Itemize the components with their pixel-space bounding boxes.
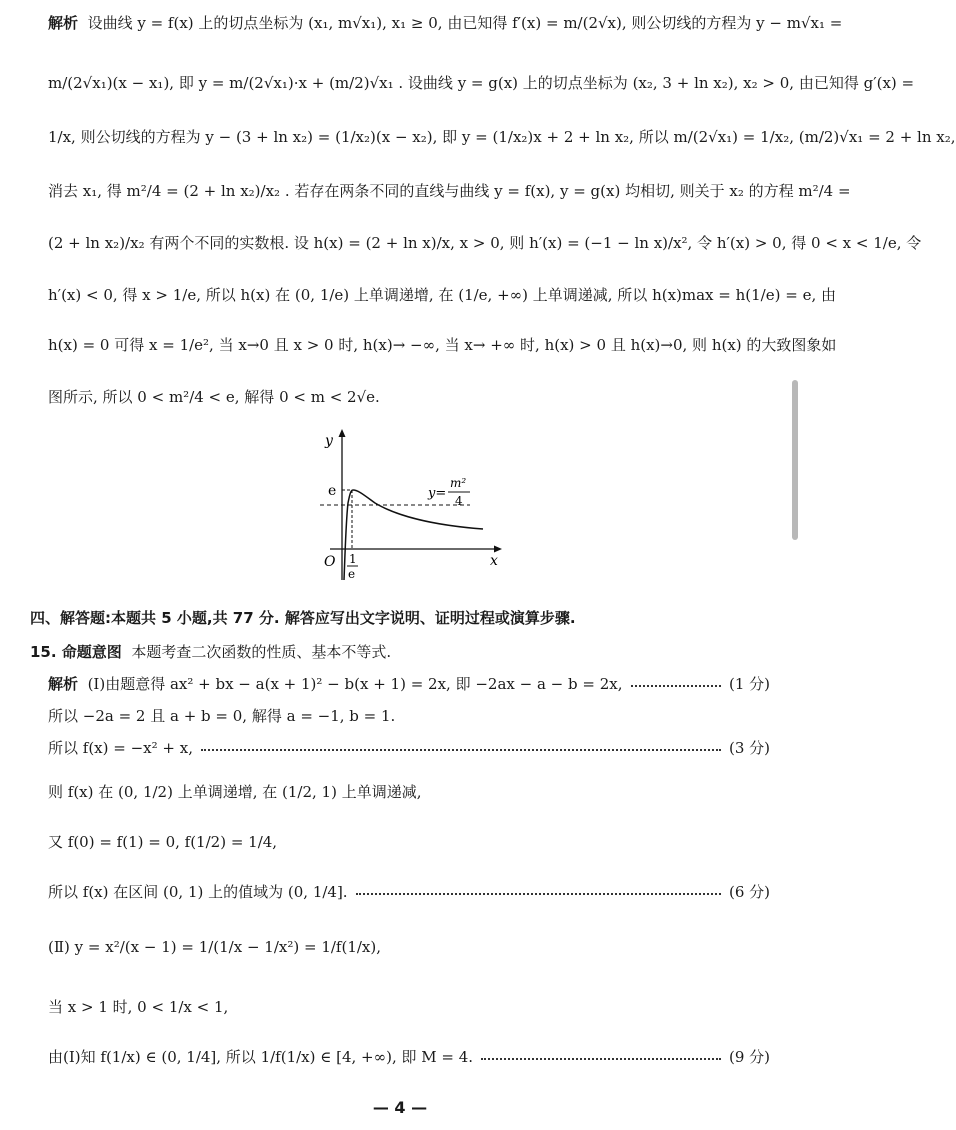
e-label: e xyxy=(328,483,337,499)
score-1: (1 分) xyxy=(728,675,770,693)
step-5-row xyxy=(48,830,770,854)
intent-text: 本题考查二次函数的性质、基本不等式. xyxy=(131,643,392,661)
analysis-line-2: m/(2√x₁)(x − x₁), 即 y = m/(2√x₁)·x + (m/2)√x₁ . 设曲线 y = g(x) 上的切点坐标为 (x₂, 3 + ln x₂), x₂ > 0, 由已知得 g′(x) = xyxy=(48,74,915,92)
tick-denominator: e xyxy=(348,567,356,581)
dot-leader xyxy=(631,685,721,687)
tick-numerator: 1 xyxy=(349,552,357,566)
step-3-text: 所以 f(x) = −x² + x, xyxy=(48,739,193,757)
step-1-row xyxy=(48,672,770,696)
step-9-row xyxy=(48,1045,770,1069)
step-7-text: (Ⅱ) y = x²/(x − 1) = 1/(1/x − 1/x²) = 1/f(1/x), xyxy=(48,938,382,956)
step-8-text: 当 x > 1 时, 0 < 1/x < 1, xyxy=(48,998,229,1016)
origin-label: O xyxy=(324,554,336,570)
line-label-denominator: 4 xyxy=(455,494,463,508)
line-label-prefix: y= xyxy=(428,486,447,501)
score-6: (6 分) xyxy=(728,883,770,901)
page-number: — 4 — xyxy=(372,1098,428,1117)
y-axis-label: y xyxy=(325,433,333,449)
score-9: (9 分) xyxy=(728,1048,770,1066)
step-5-text: 又 f(0) = f(1) = 0, f(1/2) = 1/4, xyxy=(48,833,278,851)
intent-label: 15. 命题意图 xyxy=(30,643,122,661)
analysis-line-8: 图所示, 所以 0 < m²/4 < e, 解得 0 < m < 2√e. xyxy=(48,388,380,406)
x-axis-label: x xyxy=(490,553,498,569)
dot-leader xyxy=(356,893,721,895)
step-6-text: 所以 f(x) 在区间 (0, 1) 上的值域为 (0, 1/4]. xyxy=(48,883,348,901)
step-4-row xyxy=(48,780,770,804)
analysis-line-4: 消去 x₁, 得 m²/4 = (2 + ln x₂)/x₂ . 若存在两条不同的直线与曲线 y = f(x), y = g(x) 均相切, 则关于 x₂ 的方程 m²/4 = xyxy=(48,182,851,200)
line-label-numerator: m² xyxy=(450,476,467,490)
analysis-line-3: 1/x, 则公切线的方程为 y − (3 + ln x₂) = (1/x₂)(x − x₂), 即 y = (1/x₂)x + 2 + ln x₂, 所以 m/(2√x₁) = 1/x₂, (m/2)√x₁ = 2 + ln x₂, xyxy=(48,128,956,146)
step-1-text: (Ⅰ)由题意得 ax² + bx − a(x + 1)² − b(x + 1) = 2x, 即 −2ax − a − b = 2x, xyxy=(87,675,623,693)
analysis-line-7: h(x) = 0 可得 x = 1/e², 当 x→0 且 x > 0 时, h(x)→ −∞, 当 x→ +∞ 时, h(x) > 0 且 h(x)→0, 则 h(x) 的大致图象如 xyxy=(48,336,837,354)
analysis-line-1 xyxy=(48,10,843,36)
x-axis-arrow xyxy=(494,546,502,553)
y-axis-arrow xyxy=(339,429,346,437)
step-1-expression xyxy=(48,672,623,696)
function-graph xyxy=(300,425,510,585)
analysis-line-6: h′(x) < 0, 得 x > 1/e, 所以 h(x) 在 (0, 1/e) 上单调递增, 在 (1/e, +∞) 上单调递减, 所以 h(x)max = h(1/e) = e, 由 xyxy=(48,286,836,304)
dot-leader xyxy=(201,749,721,751)
step-2-row xyxy=(48,704,770,728)
dot-leader xyxy=(481,1058,721,1060)
analysis-line-5: (2 + ln x₂)/x₂ 有两个不同的实数根. 设 h(x) = (2 + ln x)/x, x > 0, 则 h′(x) = (−1 − ln x)/x², 令 h′(x) > 0, 得 0 < x < 1/e, 令 xyxy=(48,234,922,252)
step-4-text: 则 f(x) 在 (0, 1/2) 上单调递增, 在 (1/2, 1) 上单调递减, xyxy=(48,783,422,801)
p15-analysis-label: 解析 xyxy=(48,675,79,693)
score-3: (3 分) xyxy=(728,739,770,757)
step-6-row xyxy=(48,880,770,904)
step-3-row xyxy=(48,736,770,760)
problem-15-intent xyxy=(30,640,770,664)
section-heading: 四、解答题:本题共 5 小题,共 77 分. 解答应写出文字说明、证明过程或演算步骤. xyxy=(30,609,576,627)
scrollbar-thumb[interactable] xyxy=(792,380,798,540)
analysis-text-1: 设曲线 y = f(x) 上的切点坐标为 (x₁, m√x₁), x₁ ≥ 0, 由已知得 f′(x) = m/(2√x), 则公切线的方程为 y − m√x₁ = xyxy=(87,14,843,32)
step-9-text: 由(Ⅰ)知 f(1/x) ∈ (0, 1/4], 所以 1/f(1/x) ∈ [4, +∞), 即 M = 4. xyxy=(48,1048,474,1066)
analysis-label: 解析 xyxy=(48,14,79,32)
step-7-row xyxy=(48,935,770,959)
step-2-text: 所以 −2a = 2 且 a + b = 0, 解得 a = −1, b = 1. xyxy=(48,707,396,725)
step-8-row xyxy=(48,995,770,1019)
